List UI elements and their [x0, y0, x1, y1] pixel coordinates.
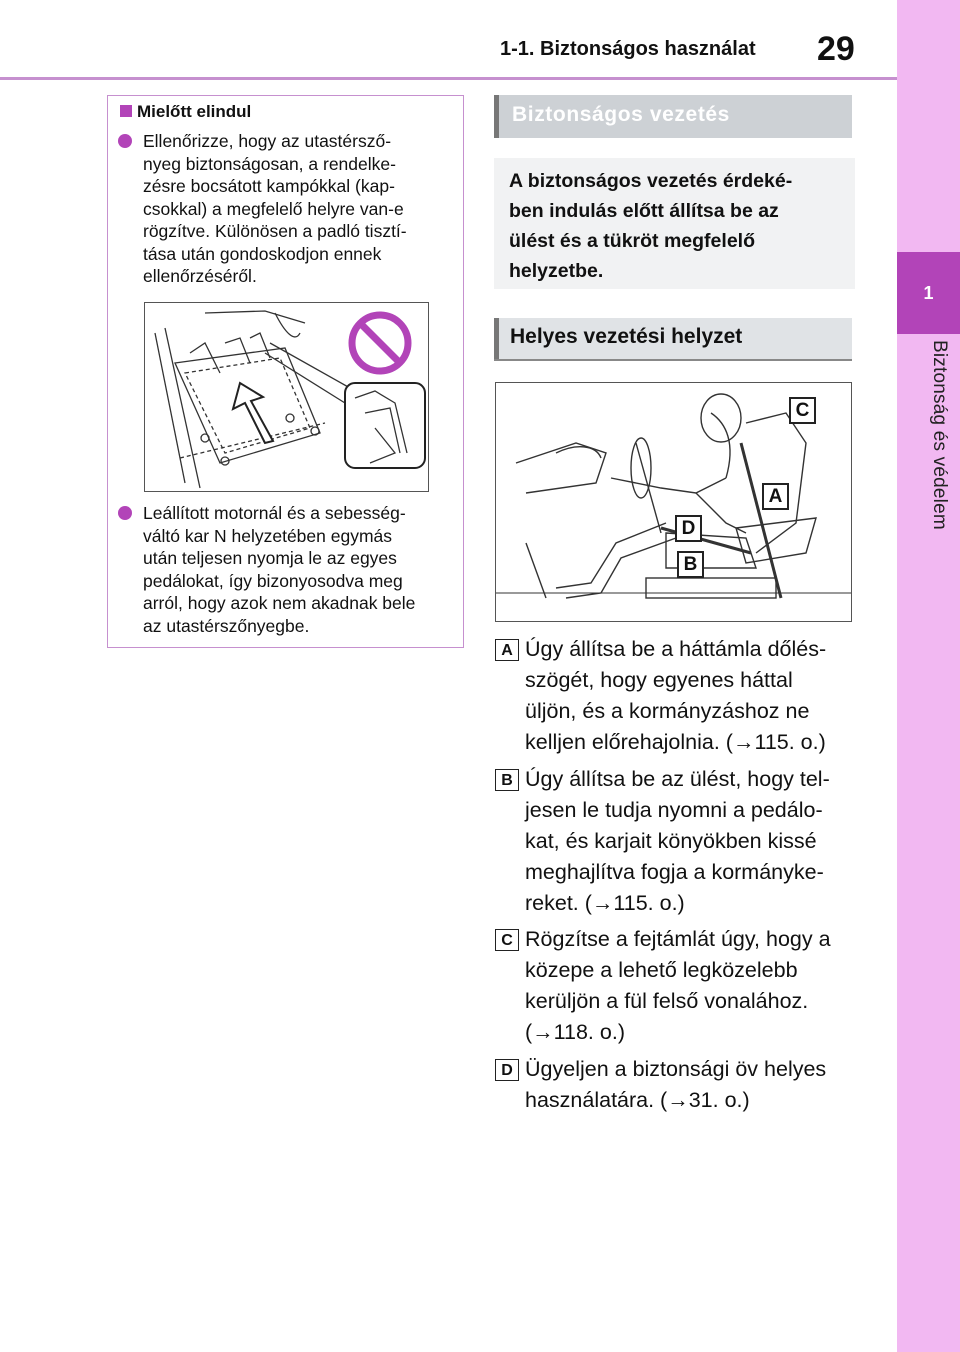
text-line: után teljesen nyomja le az egyes — [143, 548, 397, 568]
text-line: kat, és karjait könyökben kissé — [525, 829, 817, 853]
text-line: az utastérszőnyegbe. — [143, 615, 310, 636]
figure-callout-d: D — [675, 515, 702, 542]
section-title-text: Biztonságos vezetés — [512, 103, 730, 126]
text-line: tása után gondoskodjon ennek — [143, 243, 382, 264]
instruction-item-a — [495, 634, 855, 758]
note-heading — [120, 102, 251, 122]
text-line: A biztonságos vezetés érdeké- — [509, 170, 793, 192]
chapter-label: Biztonság és védelem — [929, 340, 950, 530]
text-line: Úgy állítsa be a háttámla dőlés- — [525, 637, 827, 661]
item-label: D — [495, 1059, 519, 1081]
text-line: helyzetbe. — [509, 260, 604, 282]
text-line: Ellenőrizze, hogy az utastérsző- — [143, 131, 392, 151]
intro-box — [494, 158, 855, 289]
text-line: üljön, és a kormányzáshoz ne — [525, 699, 810, 723]
subsection-title-driving-position — [494, 318, 852, 361]
floor-mat-note-box — [107, 95, 464, 648]
subsection-title-text: Helyes vezetési helyzet — [510, 325, 743, 348]
floor-mat-illustration — [144, 302, 429, 492]
item-label: C — [495, 929, 519, 951]
text-line: meghajlítva fogja a kormányke- — [525, 860, 824, 884]
text-line: arról, hogy azok nem akadnak bele — [143, 593, 416, 613]
text-line: (→118. o.) — [525, 1020, 625, 1044]
text-line: ben indulás előtt állítsa be az — [509, 200, 779, 222]
floor-mat-drawing — [145, 303, 428, 491]
item-label: B — [495, 769, 519, 791]
chapter-number: 1 — [897, 252, 960, 334]
header-divider — [0, 77, 897, 80]
text-line: jesen le tudja nyomni a pedálo- — [525, 798, 823, 822]
text-line: reket. (→115. o.) — [525, 891, 685, 915]
item-label: A — [495, 639, 519, 661]
note-bullet-2 — [118, 502, 415, 637]
title-accent-bar — [494, 318, 499, 359]
text-line: zésre bocsátott kampókkal (kap- — [143, 176, 395, 196]
round-bullet-icon — [118, 134, 132, 148]
text-line: váltó kar N helyzetében egymás — [143, 525, 393, 546]
text-line: kerüljön a fül felső vonalához. — [525, 989, 809, 1013]
page-number: 29 — [817, 30, 855, 68]
text-line: Leállított motornál és a sebesség- — [143, 503, 406, 523]
instruction-item-b — [495, 764, 855, 919]
title-accent-bar — [494, 95, 499, 138]
text-line: ülést és a tükröt megfelelő — [509, 230, 755, 252]
note-heading-text: Mielőtt elindul — [137, 102, 252, 121]
round-bullet-icon — [118, 506, 132, 520]
text-line: kelljen előrehajolnia. (→115. o.) — [525, 730, 826, 754]
text-line: Úgy állítsa be az ülést, hogy tel- — [525, 767, 830, 791]
figure-callout-c: C — [789, 397, 816, 424]
square-bullet-icon — [120, 105, 132, 117]
instruction-item-c — [495, 924, 855, 1048]
text-line: használatára. (→31. o.) — [525, 1088, 750, 1112]
chapter-side-tab — [897, 0, 960, 1352]
text-line: ellenőrzéséről. — [143, 266, 257, 286]
figure-callout-a: A — [762, 483, 789, 510]
text-line: nyeg biztonságosan, a rendelke- — [143, 153, 396, 174]
section-header: 1-1. Biztonságos használat — [500, 38, 756, 60]
text-line: rögzítve. Különösen a padló tisztí- — [143, 221, 407, 241]
text-line: Rögzítse a fejtámlát úgy, hogy a — [525, 927, 831, 951]
text-line: szögét, hogy egyenes háttal — [525, 668, 793, 692]
instruction-item-d — [495, 1054, 855, 1116]
section-title-safe-driving — [494, 95, 852, 138]
text-line: közepe a lehető legközelebb — [525, 958, 798, 982]
text-line: csokkal) a megfelelő helyre van-e — [143, 198, 404, 219]
note-bullet-1 — [118, 130, 407, 288]
text-line: pedálokat, így bizonyosodva meg — [143, 570, 403, 591]
figure-callout-b: B — [677, 551, 704, 578]
text-line: Ügyeljen a biztonsági öv helyes — [525, 1057, 827, 1081]
